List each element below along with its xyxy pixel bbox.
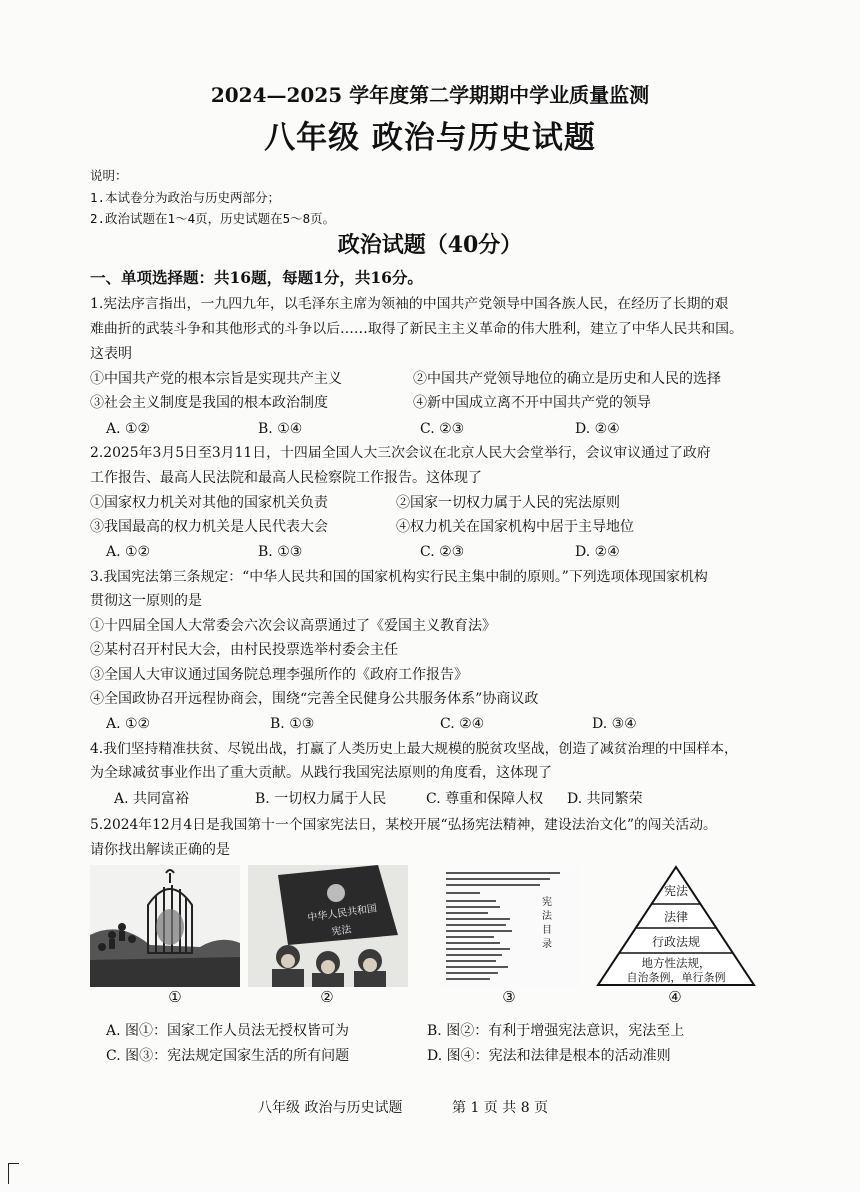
q1-stem-line2: 难曲折的武装斗争和其他形式的斗争以后……取得了新民主主义革命的伟大胜利，建立了中华人民共和国。 — [90, 321, 743, 337]
q1-option-b: B. ①④ — [258, 421, 303, 437]
pyramid-level-3: 行政法规 — [651, 935, 701, 949]
fig3-title-char-1: 宪 — [542, 897, 552, 908]
q3-stem-line2: 贯彻这一原则的是 — [90, 593, 202, 609]
q1-stem-line1: 1.宪法序言指出，一九四九年，以毛泽东主席为领袖的中国共产党领导中国各族人民，在经历了长期的艰 — [90, 296, 729, 312]
q5-option-a: A. 图①：国家工作人员法无授权皆可为 — [106, 1023, 350, 1039]
exam-title: 2024—2025 学年度第二学期期中学业质量监测 — [210, 83, 650, 107]
note-item-2: 2.政治试题在1～4页，历史试题在5～8页。 — [90, 211, 336, 226]
q2-option-c: C. ②③ — [420, 544, 465, 560]
q4-stem-line2: 为全球减贫事业作出了重大贡献。从践行我国宪法原则的角度看，这体现了 — [90, 765, 552, 781]
subject-title: 八年级 政治与历史试题 — [264, 120, 596, 156]
q2-statement-1: ①国家权力机关对其他的国家机关负责 — [90, 495, 328, 511]
pyramid-level-4a: 地方性法规， — [641, 956, 711, 970]
footer-subject: 八年级 政治与历史试题 — [258, 1100, 403, 1116]
notes-label: 说明： — [90, 168, 128, 183]
q4-option-c: C. 尊重和保障人权 — [426, 791, 544, 807]
q4-option-b: B. 一切权力属于人民 — [255, 791, 387, 807]
q3-stem-line1: 3.我国宪法第三条规定：“中华人民共和国的国家机构实行民主集中制的原则。”下列选项体现国家机构 — [90, 569, 708, 585]
note-item-1: 1.本试卷分为政治与历史两部分； — [90, 190, 281, 205]
q2-statement-4: ④权力机关在国家机构中居于主导地位 — [396, 519, 634, 535]
svg-text:中华人民共和国: 中华人民共和国 — [306, 903, 378, 924]
q5-stem-line2: 请你找出解读正确的是 — [90, 842, 230, 858]
q5-option-c: C. 图③：宪法规定国家生活的所有问题 — [106, 1048, 350, 1064]
svg-text:宪法: 宪法 — [330, 924, 353, 938]
corner-crop-mark — [8, 1163, 19, 1184]
figure-2-label: ② — [320, 988, 334, 1006]
figure-3-constitution-contents — [440, 865, 580, 987]
q3-statement-4: ④全国政协召开远程协商会，围绕“完善全民健身公共服务体系”协商议政 — [90, 691, 539, 707]
q1-option-a: A. ①② — [106, 421, 151, 437]
q3-statement-2: ②某村召开村民大会，由村民投票选举村委会主任 — [90, 642, 398, 658]
fig3-title-char-2: 法 — [542, 911, 552, 922]
q4-option-d: D. 共同繁荣 — [567, 791, 643, 807]
q1-statement-4: ④新中国成立离不开中国共产党的领导 — [413, 395, 651, 411]
q1-statement-1: ①中国共产党的根本宗旨是实现共产主义 — [90, 371, 342, 387]
q2-option-d: D. ②④ — [575, 544, 620, 560]
fig3-title-char-4: 录 — [542, 939, 552, 950]
q2-statement-3: ③我国最高的权力机关是人民代表大会 — [90, 519, 328, 535]
figure-1-label: ① — [168, 988, 182, 1006]
part-heading: 一、单项选择题：共16题，每题1分，共16分。 — [90, 268, 423, 287]
figure-4-label: ④ — [668, 988, 682, 1006]
pyramid-level-2: 法律 — [663, 910, 689, 924]
q5-stem-line1: 5.2024年12月4日是我国第十一个国家宪法日，某校开展“弘扬宪法精神，建设法治文化”的闯关活动。 — [90, 817, 717, 833]
q1-statement-3: ③社会主义制度是我国的根本政治制度 — [90, 395, 328, 411]
q3-statement-3: ③全国人大审议通过国务院总理李强所作的《政府工作报告》 — [90, 667, 468, 683]
q2-stem-line1: 2.2025年3月5日至3月11日，十四届全国人大三次会议在北京人民大会堂举行，会议审议通过了政府 — [90, 445, 711, 461]
section-title: 政治试题（40分） — [337, 232, 523, 258]
figure-3-label: ③ — [502, 988, 516, 1006]
q2-option-a: A. ①② — [106, 544, 151, 560]
q1-stem-line3: 这表明 — [90, 346, 132, 362]
q2-stem-line2: 工作报告、最高人民法院和最高人民检察院工作报告。这体现了 — [90, 470, 482, 486]
q2-option-b: B. ①③ — [258, 544, 303, 560]
q1-option-c: C. ②③ — [420, 421, 465, 437]
q3-option-c: C. ②④ — [440, 716, 485, 732]
fig3-title-char-3: 目 — [542, 925, 552, 936]
pyramid-level-1: 宪法 — [663, 884, 689, 898]
q4-stem-line1: 4.我们坚持精准扶贫、尽锐出战，打赢了人类历史上最大规模的脱贫攻坚战，创造了减贫治理的中国样本， — [90, 741, 738, 757]
q1-statement-2: ②中国共产党领导地位的确立是历史和人民的选择 — [413, 371, 721, 387]
q5-option-d: D. 图④：宪法和法律是根本的活动准则 — [427, 1048, 671, 1064]
q3-statement-1: ①十四届全国人大常委会六次会议高票通过了《爱国主义教育法》 — [90, 618, 496, 634]
q3-option-b: B. ①③ — [270, 716, 315, 732]
footer-page-number: 第 1 页 共 8 页 — [452, 1100, 549, 1116]
q3-option-a: A. ①② — [106, 716, 151, 732]
q4-option-a: A. 共同富裕 — [114, 791, 190, 807]
pyramid-level-4b: 自治条例，单行条例 — [626, 971, 726, 984]
figure-1-cage-cartoon — [90, 865, 240, 987]
figure-2-constitution-oath — [248, 865, 408, 987]
q1-option-d: D. ②④ — [575, 421, 620, 437]
q5-option-b: B. 图②：有利于增强宪法意识，宪法至上 — [427, 1023, 685, 1039]
q3-option-d: D. ③④ — [592, 716, 637, 732]
q2-statement-2: ②国家一切权力属于人民的宪法原则 — [396, 495, 620, 511]
figure-4-law-pyramid — [596, 865, 756, 987]
